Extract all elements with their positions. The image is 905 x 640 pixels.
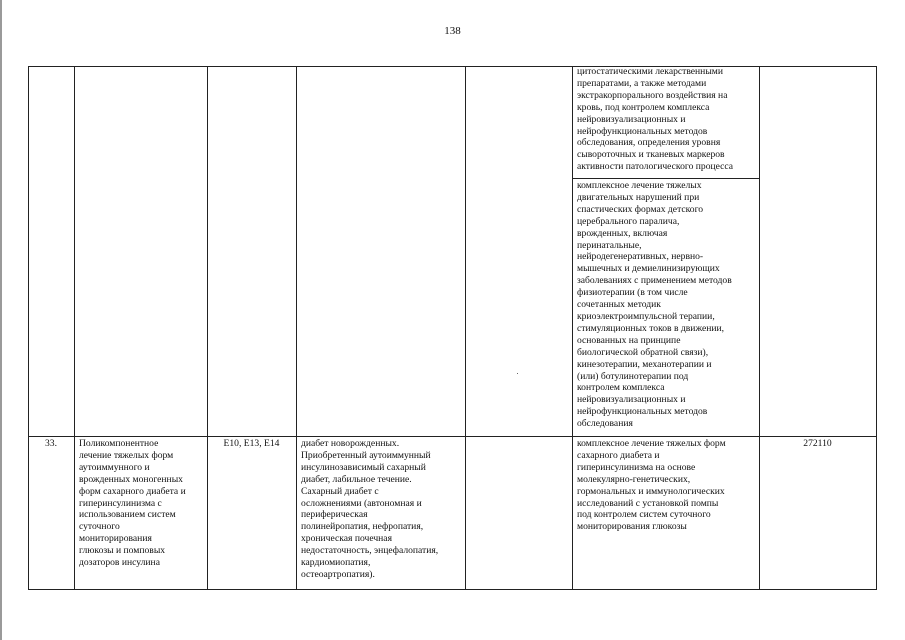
- col-border-7: [876, 66, 877, 590]
- col-border-6: [759, 66, 760, 590]
- care-name-cell: Поликомпонентное лечение тяжелых форм аутоиммунного и врожденных моногенных форм сахарного диабета и гиперинсулинизма с использованием систем суточного мониторирования глюкозы и помповых дозаторов инсулина: [79, 438, 186, 569]
- treatment-method-cell: комплексное лечение тяжелых форм сахарного диабета и гиперинсулинизма на основе молекулярно-генетических, гормональных и иммунологических исследований с установкой помпы под контролем систем суточного мониторирования глюкозы: [577, 438, 726, 533]
- icd-codes-cell: E10, E13, E14: [223, 438, 280, 449]
- method-cell-continued-b: комплексное лечение тяжелых двигательных нарушений при спастических формах детского церебрального паралича, врожденных, включая перинатальные, нейродегенеративных, нервно- мышечных и демиелинизирующих заболеваниях с применением методов физиотерапии (в том числе сочетанных методик криоэлектроимпульсной терапии, стимуляционных токов в движении, основанных на принципе биологической обратной связи), кинезотерапии, механотерапии и (или) ботулинотерапии под контролем комплекса нейровизуализационных и нейрофункциональных методов обследования: [577, 180, 732, 430]
- table-bottom-border: [28, 589, 877, 590]
- subrow-divider: [572, 178, 759, 179]
- col-border-4: [465, 66, 466, 590]
- col-border-3: [296, 66, 297, 590]
- col-border-0: [28, 66, 29, 590]
- patient-model-cell: диабет новорожденных. Приобретенный аутоиммунный инсулинозависимый сахарный диабет, лабильное течение. Сахарный диабет с осложнениями (автономная и периферическая полинейропатия, нефропатия, хроническая почечная недостаточность, энцефалопатия, кардиомиопатия, остеоартропатия).: [301, 438, 439, 580]
- cost-cell: 272110: [803, 438, 832, 449]
- scan-speck: [517, 373, 518, 374]
- col-border-2: [207, 66, 208, 590]
- col-border-1: [74, 66, 75, 590]
- page-number: 138: [444, 25, 461, 37]
- row-divider: [28, 436, 877, 437]
- col-border-5: [572, 66, 573, 590]
- method-cell-continued-a: цитостатическими лекарственными препаратами, а также методами экстракорпорального воздействия на кровь, под контролем комплекса нейровизуализационных и нейрофункциональных методов обследования, определения уровня сывороточных и тканевых маркеров активности патологического процесса: [577, 66, 734, 173]
- row-number: 33.: [45, 438, 57, 449]
